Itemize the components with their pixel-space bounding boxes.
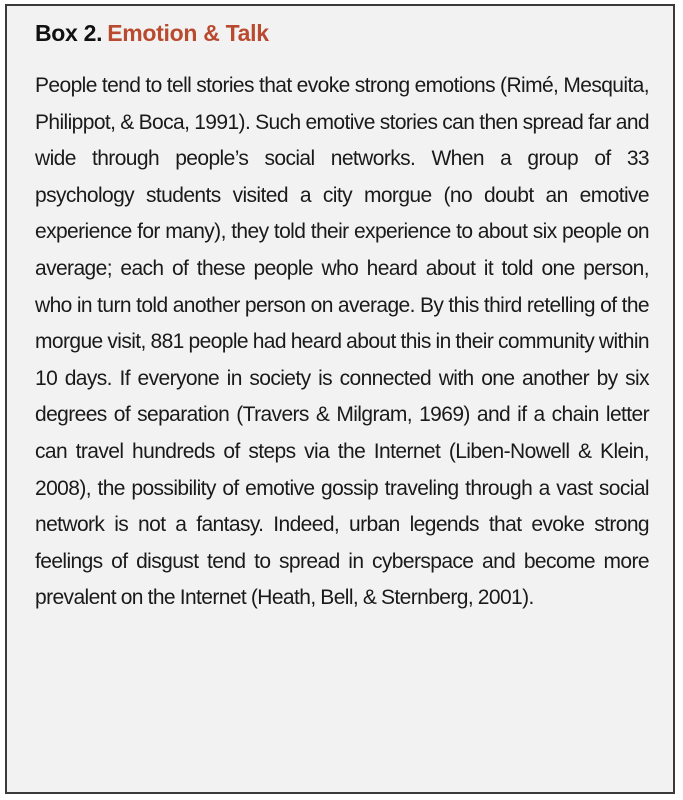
sidebar-box <box>5 4 675 794</box>
box-heading <box>35 16 649 50</box>
box-title: Emotion & Talk <box>107 20 269 46</box>
box-body-text: People tend to tell stories that evoke strong emotions (Rimé, Mesquita, Philippot, & Boca, 1991). Such emotive stories can then spread far and wide through people’s social networks. When a group of 33 psychology students visited a city morgue (no doubt an emotive experience for many), they told their experience to about six people on average; each of these people who heard about it told one person, who in turn told another person on average. By this third retelling of the morgue visit, 881 people had heard about this in their community within 10 days. If everyone in society is connected with one another by six degrees of separation (Travers & Milgram, 1969) and if a chain letter can travel hundreds of steps via the Internet (Liben-Nowell & Klein, 2008), the possibility of emotive gossip traveling through a vast social network is not a fantasy. Indeed, urban legends that evoke strong feelings of disgust tend to spread in cyberspace and become more prevalent on the Internet (Heath, Bell, & Sternberg, 2001). <box>35 74 649 610</box>
box-label: Box 2. <box>35 20 103 46</box>
